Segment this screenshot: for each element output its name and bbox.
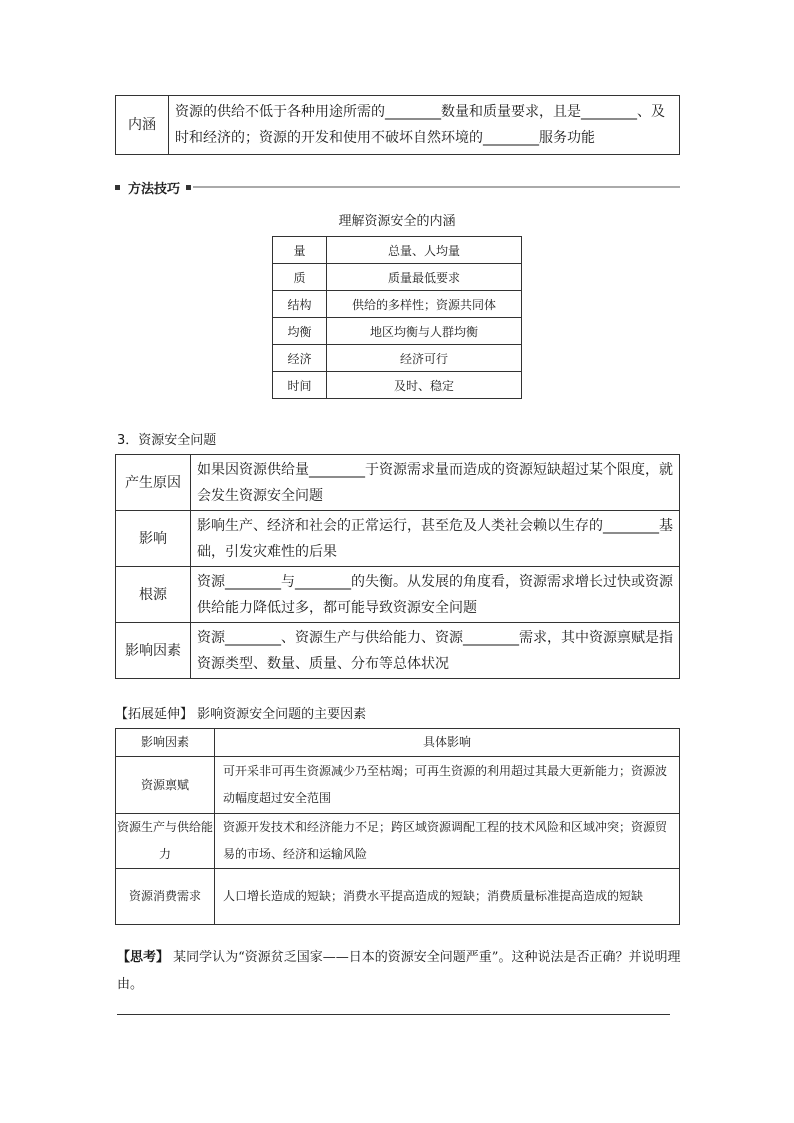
- extension-table: [115, 728, 680, 925]
- meaning-table: [272, 236, 522, 399]
- connotation-label: 内涵: [116, 96, 169, 155]
- factor-cell: 资源禀赋: [116, 757, 215, 814]
- section-3-title: 3．资源安全问题: [117, 433, 217, 448]
- row-text: 如果因资源供给量________于资源需求量而造成的资源短缺超过某个限度，就会发生资源安全问题: [191, 455, 680, 511]
- square-bullet-icon: [186, 185, 191, 190]
- meaning-value: 质量最低要求: [327, 264, 522, 291]
- table-row: [116, 869, 680, 925]
- table-header-row: [116, 729, 680, 757]
- meaning-value: 地区均衡与人群均衡: [327, 318, 522, 345]
- connotation-text: 资源的供给不低于各种用途所需的________数量和质量要求，且是________、及时和经济的；资源的开发和使用不破坏自然环境的________服务功能: [169, 96, 680, 155]
- column-header: 影响因素: [116, 729, 215, 757]
- table-row: [116, 455, 680, 511]
- extension-title: 【拓展延伸】 影响资源安全问题的主要因素: [115, 707, 367, 722]
- column-header: 具体影响: [215, 729, 680, 757]
- effect-cell: 可开采非可再生资源减少乃至枯竭；可再生资源的利用超过其最大更新能力；资源波动幅度超过安全范围: [215, 757, 680, 814]
- square-bullet-icon: [115, 185, 120, 190]
- row-text: 资源________与________的失衡。从发展的角度看，资源需求增长过快或资源供给能力降低过多，都可能导致资源安全问题: [191, 567, 680, 623]
- table-row: [116, 814, 680, 869]
- resource-security-problem-table: [115, 454, 680, 679]
- factor-cell: 资源生产与供给能力: [116, 814, 215, 869]
- effect-cell: 人口增长造成的短缺；消费水平提高造成的短缺；消费质量标准提高造成的短缺: [215, 869, 680, 925]
- meaning-key: 时间: [273, 372, 327, 399]
- think-question: [117, 944, 682, 998]
- factor-cell: 资源消费需求: [116, 869, 215, 925]
- row-label: 产生原因: [116, 455, 191, 511]
- answer-line[interactable]: [117, 1014, 670, 1015]
- table-row: [116, 567, 680, 623]
- meaning-value: 及时、稳定: [327, 372, 522, 399]
- divider: [193, 186, 680, 188]
- table-row: [273, 318, 522, 345]
- row-label: 影响因素: [116, 623, 191, 679]
- think-tag: 【思考】: [117, 950, 170, 965]
- meaning-key: 质: [273, 264, 327, 291]
- connotation-table: [115, 95, 680, 155]
- meaning-value: 供给的多样性；资源共同体: [327, 291, 522, 318]
- row-label: 影响: [116, 511, 191, 567]
- meaning-table-title: 理解资源安全的内涵: [338, 214, 456, 229]
- table-row: [273, 237, 522, 264]
- meaning-value: 经济可行: [327, 345, 522, 372]
- method-heading: [115, 178, 680, 196]
- table-row: [116, 511, 680, 567]
- table-row: [273, 291, 522, 318]
- meaning-key: 量: [273, 237, 327, 264]
- row-text: 影响生产、经济和社会的正常运行，甚至危及人类社会赖以生存的________基础，引发灾难性的后果: [191, 511, 680, 567]
- table-row: [273, 372, 522, 399]
- meaning-value: 总量、人均量: [327, 237, 522, 264]
- table-row: [116, 757, 680, 814]
- meaning-key: 结构: [273, 291, 327, 318]
- effect-cell: 资源开发技术和经济能力不足；跨区域资源调配工程的技术风险和区域冲突；资源贸易的市场、经济和运输风险: [215, 814, 680, 869]
- method-heading-text: 方法技巧: [128, 181, 181, 197]
- table-row: [273, 264, 522, 291]
- think-text: 某同学认为“资源贫乏国家——日本的资源安全问题严重”。这种说法是否正确？并说明理由。: [117, 950, 681, 992]
- meaning-key: 经济: [273, 345, 327, 372]
- table-row: [273, 345, 522, 372]
- row-label: 根源: [116, 567, 191, 623]
- meaning-key: 均衡: [273, 318, 327, 345]
- row-text: 资源________、资源生产与供给能力、资源________需求，其中资源禀赋是指资源类型、数量、质量、分布等总体状况: [191, 623, 680, 679]
- table-row: [116, 623, 680, 679]
